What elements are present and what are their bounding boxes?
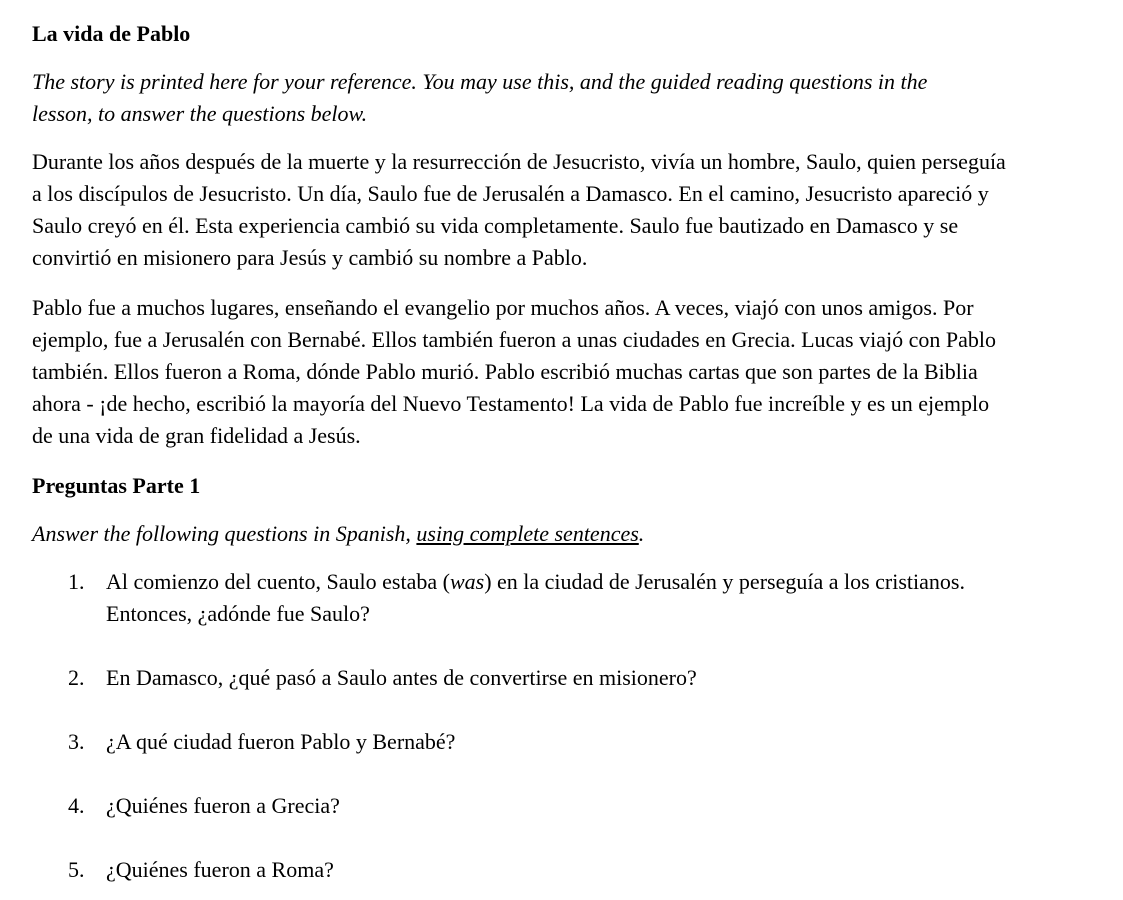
question-number: 5. [68,857,85,882]
story-paragraph-2: Pablo fue a muchos lugares, enseñando el evangelio por muchos años. A veces, viajó con unos amigos. Por ejemplo, fue a Jerusalén con Bernabé. Ellos también fueron a unas ciudades en Grecia. Lucas viajó con Pablo también. Ellos fueron a Roma, dónde Pablo murió. Pablo escribió muchas cartas que son partes de la Biblia ahora - ¡de hecho, escribió la mayoría del Nuevo Testamento! La vida de Pablo fue increíble y es un ejemplo de una vida de gran fidelidad a Jesús. [32,295,996,448]
instructions-emphasis: using complete sentences [416,521,639,546]
question-number: 2. [68,665,85,690]
story-paragraph-1: Durante los años después de la muerte y la resurrección de Jesucristo, vivía un hombre, Saulo, quien perseguía a los discípulos de Jesucristo. Un día, Saulo fue de Jerusalén a Damasco. En el camino, Jesucristo apareció y Saulo creyó en él. Esta experiencia cambió su vida completamente. Saulo fue bautizado en Damasco y se convirtió en misionero para Jesús y cambió su nombre a Pablo. [32,149,1006,270]
document-title: La vida de Pablo [32,21,191,46]
question-text: ¿Quiénes fueron a Roma? [106,857,334,882]
question-text: ¿Quiénes fueron a Grecia? [106,793,340,818]
instructions [32,518,1032,550]
question-text-part: ) en la ciudad de Jerusalén y perseguía a los cristianos. Entonces, ¿adónde fue Saulo? [106,569,965,626]
question-4 [32,790,1032,822]
instructions-prefix: Answer the following questions in Spanish, [32,521,417,546]
question-text [106,566,966,630]
question-text: En Damasco, ¿qué pasó a Saulo antes de convertirse en misionero? [106,665,697,690]
section-title: Preguntas Parte 1 [32,473,201,498]
question-3 [32,726,1032,758]
intro-note: The story is printed here for your reference. You may use this, and the guided reading questions in the lesson, to answer the questions below. [32,69,928,126]
question-text: ¿A qué ciudad fueron Pablo y Bernabé? [106,729,456,754]
question-number: 4. [68,793,85,818]
question-number: 3. [68,729,85,754]
question-2 [32,662,1032,694]
question-number: 1. [68,569,85,594]
instructions-suffix: . [638,521,645,546]
question-5 [32,854,1032,886]
question-text-part: Al comienzo del cuento, Saulo estaba ( [106,569,450,594]
question-text-italic: was [449,569,485,594]
question-list [32,566,1032,886]
question-1 [32,566,1032,630]
